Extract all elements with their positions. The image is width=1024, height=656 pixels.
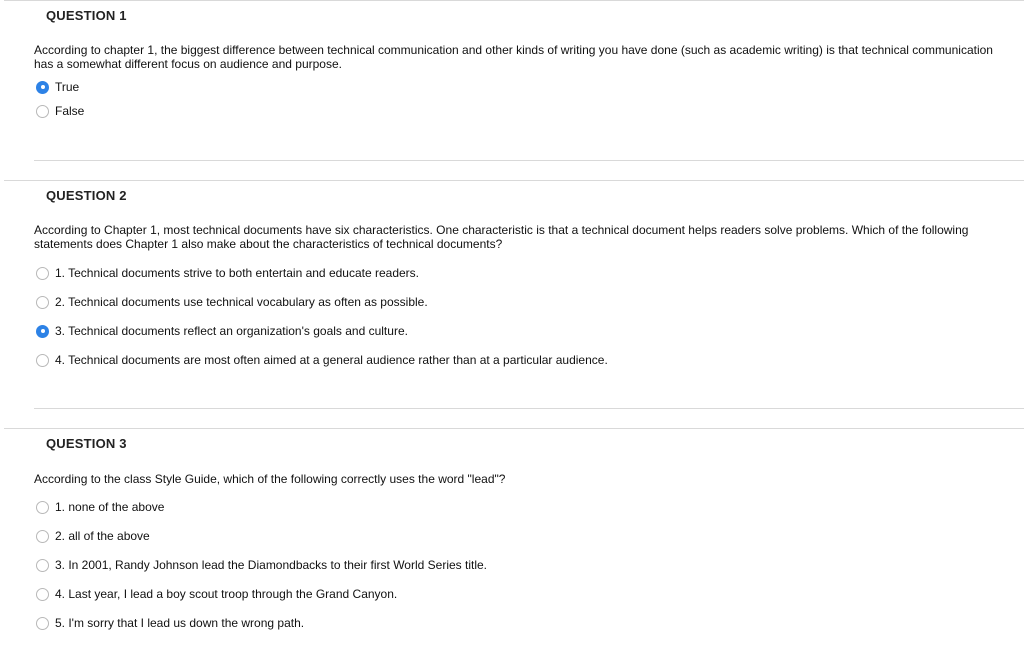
radio-icon[interactable]: [36, 501, 49, 514]
option-label: 4. Last year, I lead a boy scout troop through the Grand Canyon.: [55, 587, 398, 601]
option-label: False: [55, 104, 85, 118]
question-2-title: QUESTION 2: [46, 188, 127, 203]
radio-icon[interactable]: [36, 354, 49, 367]
radio-icon[interactable]: [36, 588, 49, 601]
radio-selected-icon[interactable]: [36, 81, 49, 94]
radio-icon[interactable]: [36, 267, 49, 280]
question-2-option-2[interactable]: [36, 294, 428, 310]
question-2-text: According to Chapter 1, most technical documents have six characteristics. One characteristic is that a technical document helps readers solve problems. Which of the following statements does Chapter 1 also make about the characteristics of technical documents?: [34, 223, 969, 251]
radio-icon[interactable]: [36, 559, 49, 572]
question-2-option-4[interactable]: [36, 352, 608, 368]
question-2-header: [4, 180, 1024, 213]
option-label: 3. In 2001, Randy Johnson lead the Diamondbacks to their first World Series title.: [55, 558, 488, 572]
question-2-divider: [34, 408, 1024, 409]
question-2-option-3[interactable]: [36, 323, 408, 339]
radio-selected-icon[interactable]: [36, 325, 49, 338]
radio-icon[interactable]: [36, 105, 49, 118]
option-label: 2. Technical documents use technical vocabulary as often as possible.: [55, 295, 428, 309]
question-2-option-1[interactable]: [36, 265, 419, 281]
question-3-option-5[interactable]: [36, 615, 304, 631]
question-3-option-1[interactable]: [36, 499, 164, 515]
radio-icon[interactable]: [36, 530, 49, 543]
question-1-option-2[interactable]: [36, 103, 84, 119]
question-1-header: [4, 0, 1024, 33]
question-3-option-4[interactable]: [36, 586, 397, 602]
question-1-text: According to chapter 1, the biggest difference between technical communication and other kinds of writing you have done (such as academic writing) is that technical communication has a somewhat different focus on audience and purpose.: [34, 43, 993, 71]
question-3-text: According to the class Style Guide, which of the following correctly uses the word "lead"?: [34, 472, 506, 486]
question-3-title: QUESTION 3: [46, 436, 127, 451]
question-1-divider: [34, 160, 1024, 161]
option-label: 1. Technical documents strive to both entertain and educate readers.: [55, 266, 420, 280]
option-label: 5. I'm sorry that I lead us down the wrong path.: [55, 616, 305, 630]
question-3-option-3[interactable]: [36, 557, 487, 573]
question-1-title: QUESTION 1: [46, 8, 127, 23]
option-label: True: [55, 80, 80, 94]
option-label: 4. Technical documents are most often aimed at a general audience rather than at a particular audience.: [55, 353, 608, 367]
radio-icon[interactable]: [36, 617, 49, 630]
option-label: 3. Technical documents reflect an organization's goals and culture.: [55, 324, 408, 338]
question-3-option-2[interactable]: [36, 528, 150, 544]
question-3-header: [4, 428, 1024, 461]
question-1-option-1[interactable]: [36, 79, 79, 95]
option-label: 2. all of the above: [55, 529, 150, 543]
option-label: 1. none of the above: [55, 500, 165, 514]
radio-icon[interactable]: [36, 296, 49, 309]
